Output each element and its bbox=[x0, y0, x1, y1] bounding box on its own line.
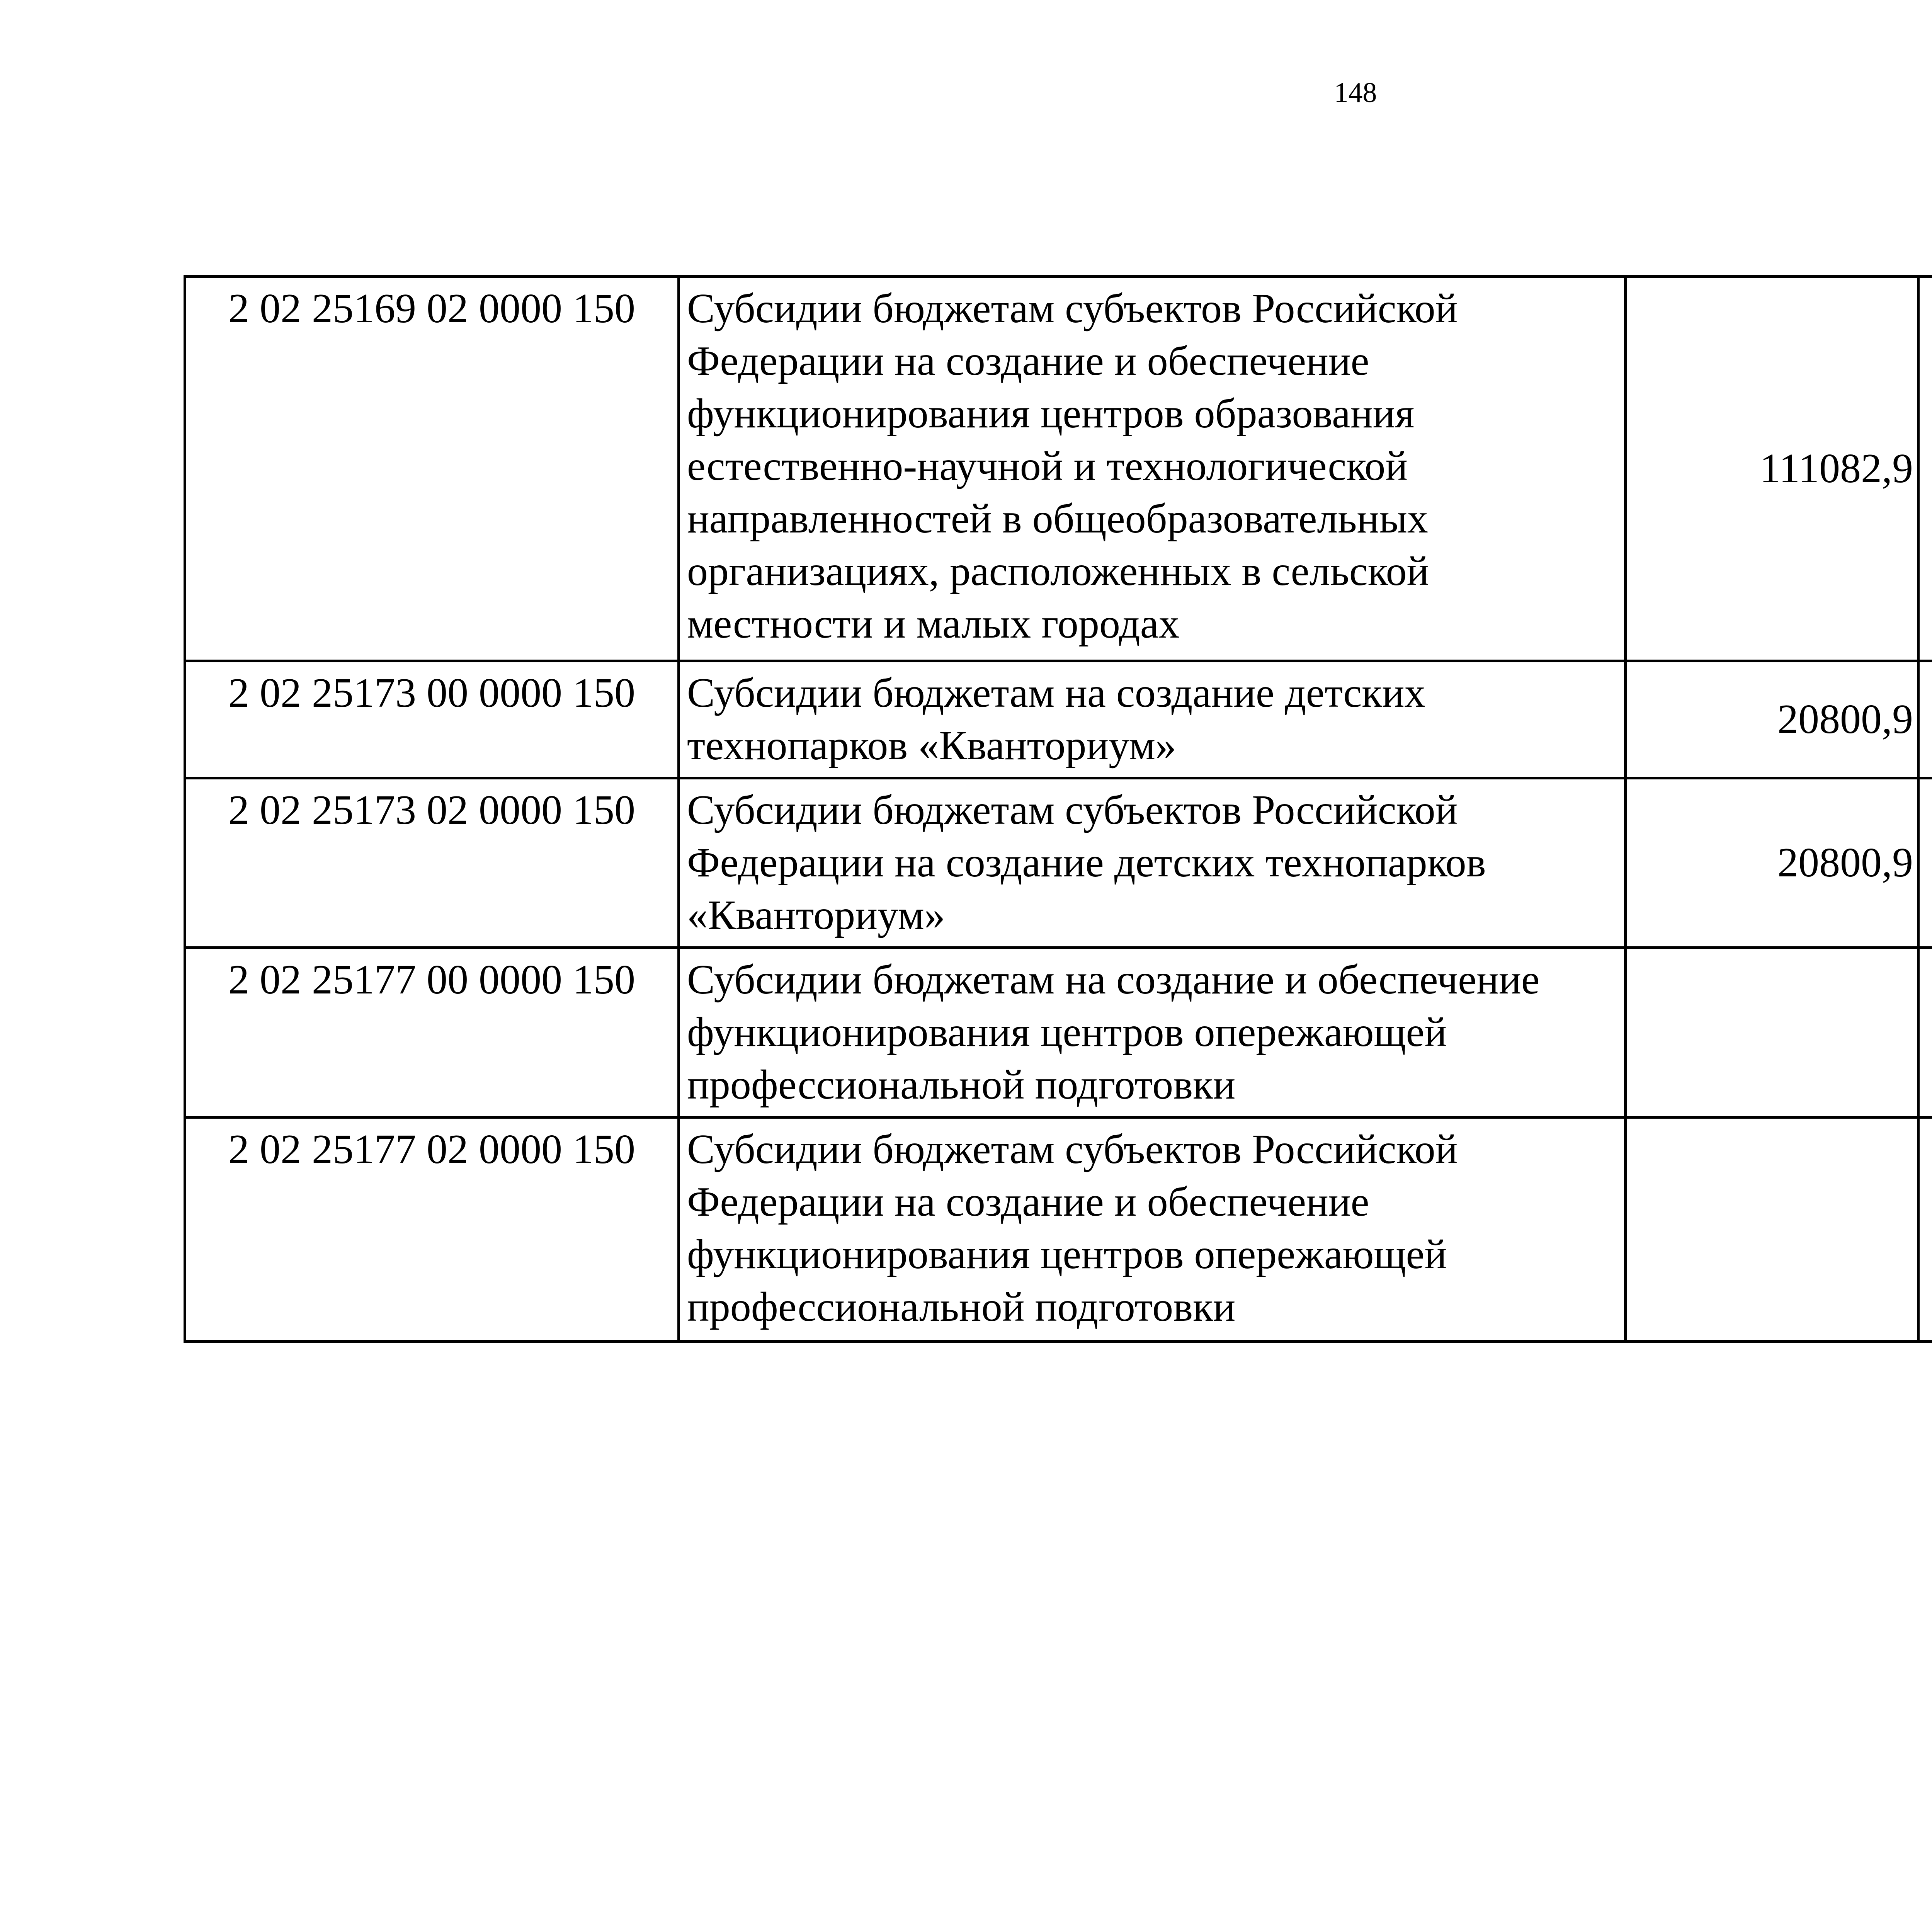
revenue-name-cell: Субсидии бюджетам субъектов Российской Федерации на создание и обеспечение функционирования центров опережающей профессиональной подготовки bbox=[679, 1118, 1626, 1342]
budget-code-cell: 2 02 25173 00 0000 150 bbox=[185, 661, 679, 778]
budget-code-cell: 2 02 25173 02 0000 150 bbox=[185, 778, 679, 948]
amount-cell-1 bbox=[1626, 948, 1918, 1118]
amount-cell-2 bbox=[1918, 778, 1932, 948]
table-row bbox=[185, 778, 1932, 948]
revenue-name-cell: Субсидии бюджетам субъектов Российской Федерации на создание и обеспечение функционирования центров образования естественно-научной и технологической направленностей в общеобразовательных организациях, расположенных в сельской местности и малых городах bbox=[679, 277, 1626, 661]
table-row bbox=[185, 661, 1932, 778]
amount-cell-2 bbox=[1918, 277, 1932, 661]
budget-code-cell: 2 02 25169 02 0000 150 bbox=[185, 277, 679, 661]
table-row bbox=[185, 948, 1932, 1118]
table-row bbox=[185, 1118, 1932, 1342]
page-number: 148 bbox=[1334, 77, 1377, 109]
amount-cell-1: 20800,9 bbox=[1626, 661, 1918, 778]
amount-cell-2 bbox=[1918, 661, 1932, 778]
budget-revenue-table bbox=[184, 275, 1932, 1343]
budget-code-cell: 2 02 25177 02 0000 150 bbox=[185, 1118, 679, 1342]
revenue-name-cell: Субсидии бюджетам субъектов Российской Федерации на создание детских технопарков «Кванториум» bbox=[679, 778, 1626, 948]
amount-cell-2 bbox=[1918, 1118, 1932, 1342]
amount-cell-2 bbox=[1918, 948, 1932, 1118]
budget-code-cell: 2 02 25177 00 0000 150 bbox=[185, 948, 679, 1118]
revenue-name-cell: Субсидии бюджетам на создание детских технопарков «Кванториум» bbox=[679, 661, 1626, 778]
revenue-name-cell: Субсидии бюджетам на создание и обеспечение функционирования центров опережающей профессиональной подготовки bbox=[679, 948, 1626, 1118]
amount-cell-1: 111082,9 bbox=[1626, 277, 1918, 661]
amount-cell-1 bbox=[1626, 1118, 1918, 1342]
amount-cell-1: 20800,9 bbox=[1626, 778, 1918, 948]
table-row bbox=[185, 277, 1932, 661]
